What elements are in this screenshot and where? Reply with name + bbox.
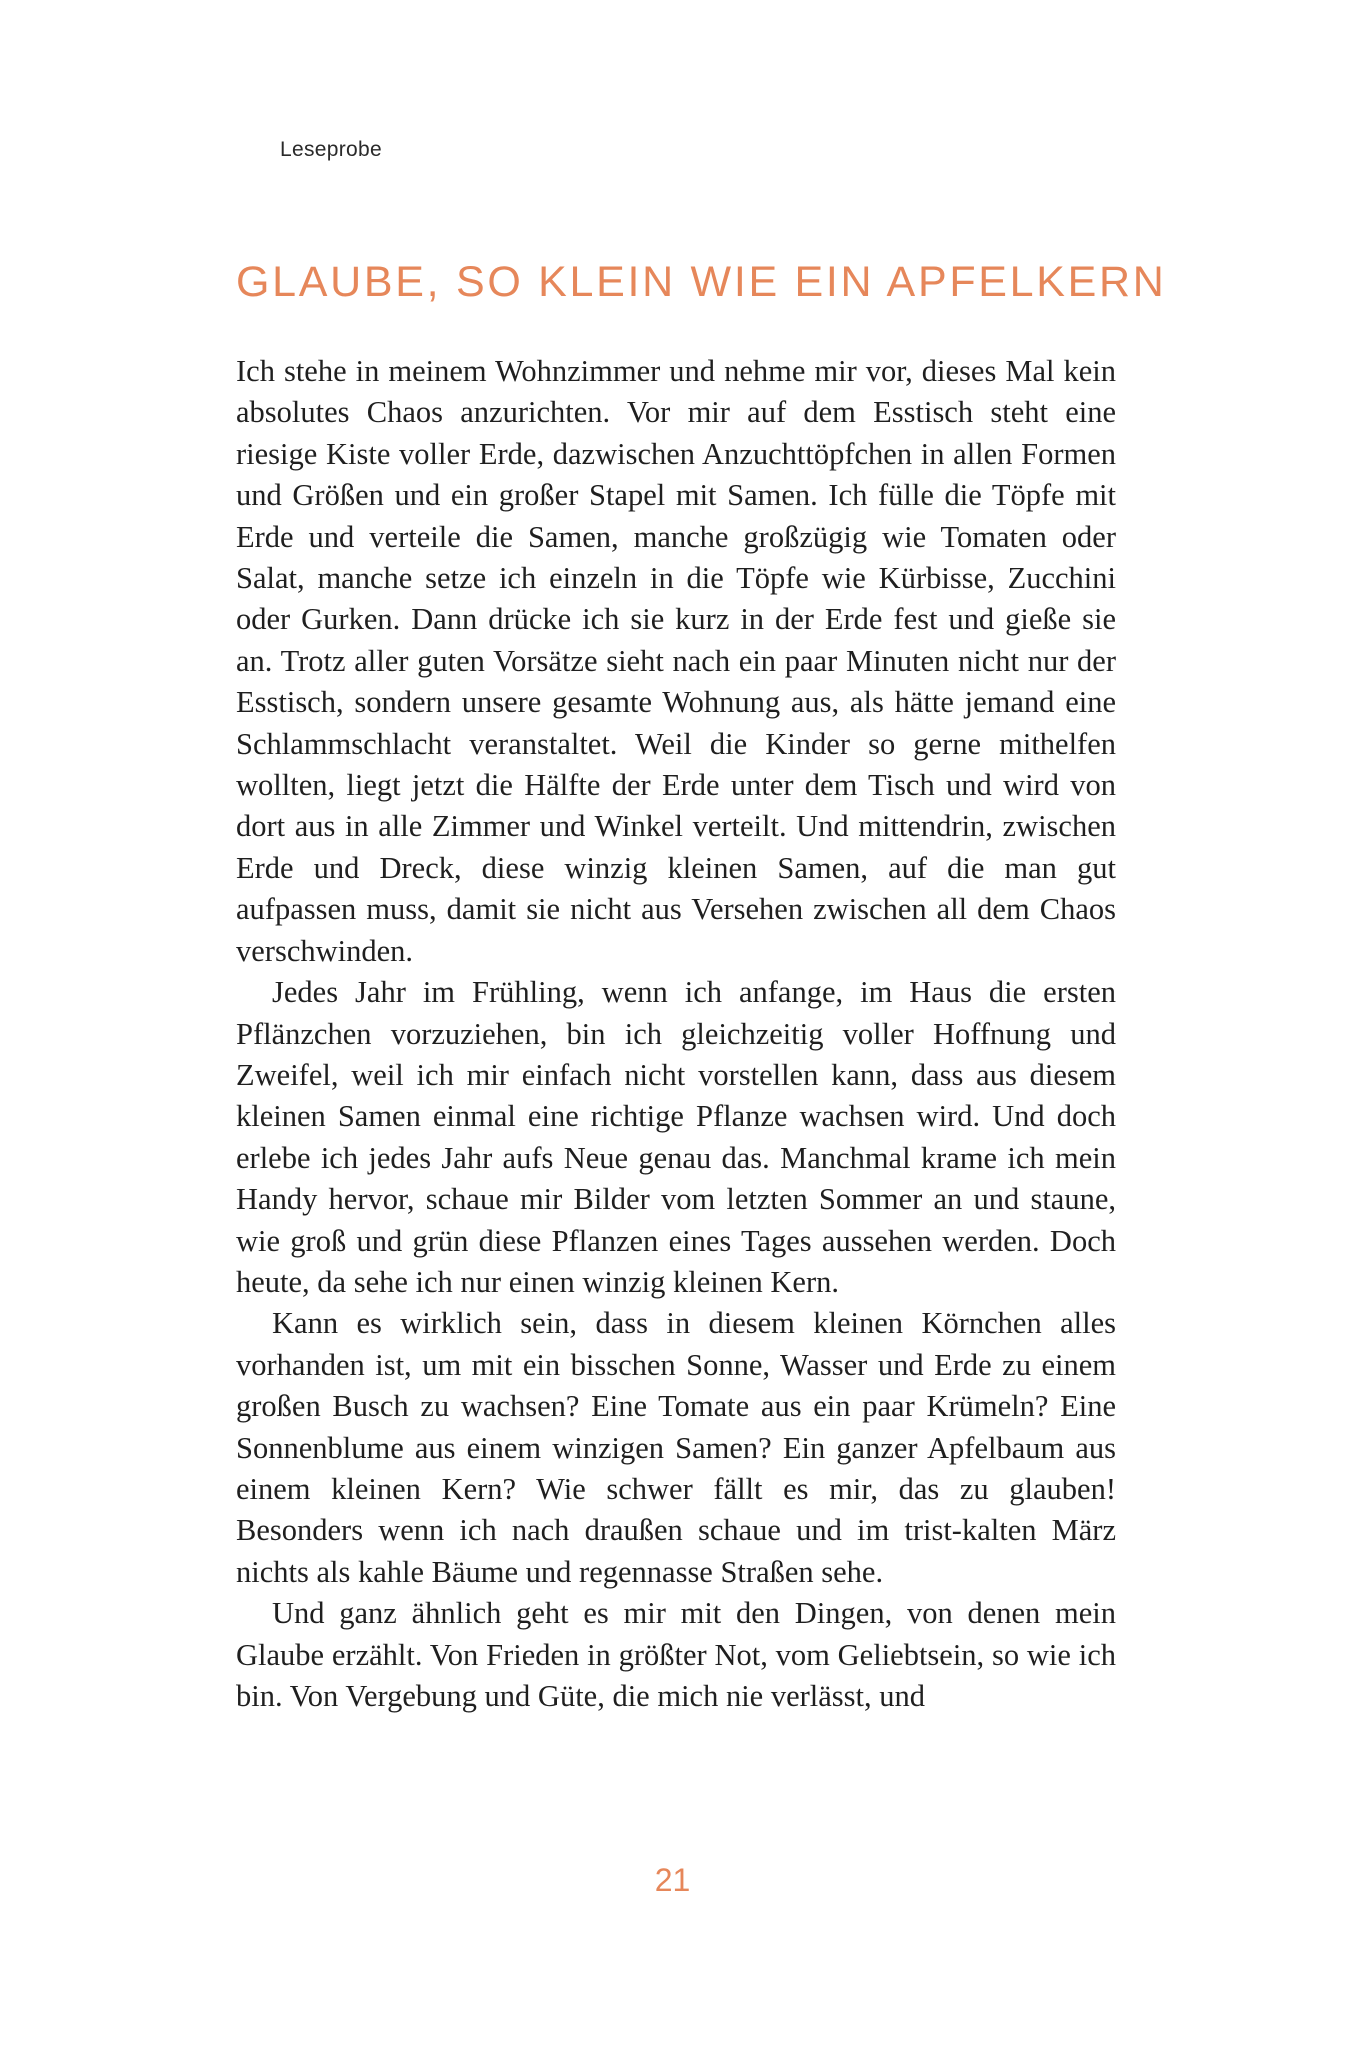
paragraph-4: Und ganz ähnlich geht es mir mit den Dingen, von denen mein Glaube erzählt. Von Frieden in größter Not, vom Geliebtsein, so wie ich bin. Von Vergebung und Güte, die mich nie verlässt, und bbox=[236, 1596, 1116, 1713]
paragraph-1: Ich stehe in meinem Wohnzimmer und nehme mir vor, dieses Mal kein absolutes Chaos anzurichten. Vor mir auf dem Esstisch steht eine riesige Kiste voller Erde, dazwischen Anzuchttöpfchen in allen Formen und Größen und ein großer Stapel mit Samen. Ich fülle die Töpfe mit Erde und verteile die Samen, manche großzügig wie Tomaten oder Salat, manche setze ich einzeln in die Töpfe wie Kürbisse, Zucchini oder Gurken. Dann drücke ich sie kurz in der Erde fest und gieße sie an. Trotz aller guten Vorsätze sieht nach ein paar Minuten nicht nur der Esstisch, sondern unsere gesamte Wohnung aus, als hätte jemand eine Schlammschlacht veranstaltet. Weil die Kinder so gerne mithelfen wollten, liegt jetzt die Hälfte der Erde unter dem Tisch und wird von dort aus in alle Zimmer und Winkel verteilt. Und mittendrin, zwischen Erde und Dreck, diese winzig kleinen Samen, auf die man gut aufpassen muss, damit sie nicht aus Versehen zwischen all dem Chaos verschwinden. bbox=[236, 354, 1116, 968]
paragraph-2: Jedes Jahr im Frühling, wenn ich anfange, im Haus die ersten Pflänzchen vorzuziehen, bin ich gleichzeitig voller Hoffnung und Zweifel, weil ich mir einfach nicht vorstellen kann, dass aus diesem kleinen Samen einmal eine richtige Pflanze wachsen wird. Und doch erlebe ich jedes Jahr aufs Neue genau das. Manchmal krame ich mein Handy hervor, schaue mir Bilder vom letzten Sommer an und staune, wie groß und grün diese Pflanzen eines Tages aussehen werden. Doch heute, da sehe ich nur einen winzig kleinen Kern. bbox=[236, 975, 1116, 1299]
chapter-title: GLAUBE, SO KLEIN WIE EIN APFELKERN bbox=[236, 258, 1167, 306]
body-text bbox=[236, 351, 1116, 1717]
running-header: Leseprobe bbox=[280, 138, 382, 161]
paragraph-3: Kann es wirklich sein, dass in diesem kleinen Körnchen alles vorhanden ist, um mit ein bisschen Sonne, Wasser und Erde zu einem großen Busch zu wachsen? Eine Tomate aus ein paar Krümeln? Eine Sonnenblume aus einem winzigen Samen? Ein ganzer Apfelbaum aus einem kleinen Kern? Wie schwer fällt es mir, das zu glauben! Besonders wenn ich nach draußen schaue und im trist-kalten März nichts als kahle Bäume und regennasse Straßen sehe. bbox=[236, 1306, 1116, 1589]
page-number: 21 bbox=[654, 1862, 691, 1898]
